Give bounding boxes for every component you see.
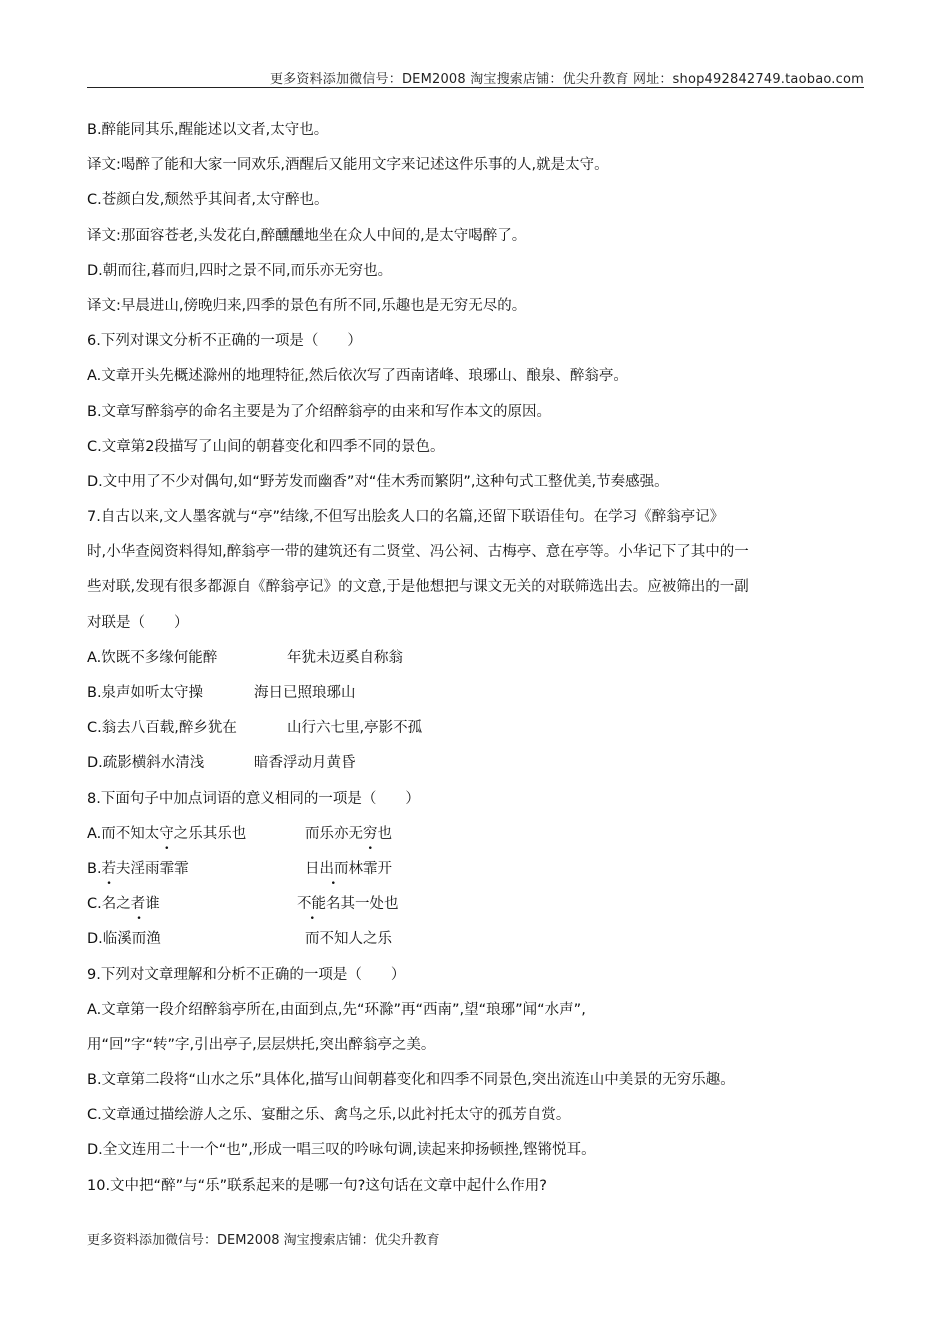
text: 不知人之乐 [319,931,392,948]
option-line [87,434,864,469]
page-header: 更多资料添加微信号：DEM2008 淘宝搜索店铺：优尖升教育 网址：shop492842749.taobao.com [269,72,864,87]
text: 开 [377,860,392,877]
text: 其一处也 [340,896,399,913]
option-line [87,469,864,504]
option-line-cont [87,1032,864,1067]
emphasis-word: 而 [131,931,147,948]
text: 时,小华查阅资料得知,醉翁亭一带的建筑还有二贤堂、冯公祠、古梅亭、意在亭等。小华记下了其中的一 [87,544,749,561]
text: B.文章写醉翁亭的命名主要是为了介绍醉翁亭的由来和写作本文的原因。 [87,403,552,420]
question-7-cont [87,610,864,645]
text: C. [87,896,102,913]
text: 霏 [174,860,189,877]
option-line [87,363,864,398]
sentence-b [305,861,392,877]
question-7-cont [87,539,864,574]
text: D.朝而往,暮而归,四时之景不同,而乐亦无穷也。 [87,262,393,279]
text: B.文章第二段将“山水之乐”具体化,描写山间朝暮变化和四季不同景色,突出流连山中美景的无穷乐趣。 [87,1072,735,1089]
question-9 [87,962,864,997]
emphasis-word: 名 [101,896,117,913]
text: 7.自古以来,文人墨客就与“亭”结缘,不但写出脍炙人口的名篇,还留下联语佳句。在学习《醉翁亭记》 [87,509,725,526]
option-line [87,399,864,434]
text: 之者谁 [116,896,160,913]
emphasis-word: 而 [305,931,320,948]
word-pair-option [87,926,864,961]
text: B.醉能同其乐,醒能述以文者,太守也。 [87,122,329,138]
translation-line [87,293,864,328]
translation-line [87,223,864,258]
couplet-lower: 年犹未迈奚自称翁 [287,649,403,666]
couplet-option [87,645,864,680]
text: B.若夫淫雨 [87,860,160,877]
text: D.全文连用二十一个“也”,形成一唱三叹的吟咏句调,读起来抑扬顿挫,铿锵悦耳。 [87,1142,596,1159]
question-7-cont [87,574,864,609]
couplet-lower: 海日已照琅琊山 [254,685,356,701]
text: 10.文中把“醉”与“乐”联系起来的是哪一句?这句话在文章中起什么作用? [87,1177,547,1194]
text: 些对联,发现有很多都源自《醉翁亭记》的文意,于是他想把与课文无关的对联筛选出去。应被筛出的一副 [87,579,749,596]
text: 9.下列对文章理解和分析不正确的一项是（ ） [87,966,406,983]
word-pair-option [87,821,864,856]
text: A.文章开头先概述滁州的地理特征,然后依次写了西南诸峰、琅琊山、酿泉、醉翁亭。 [87,368,628,385]
question-7 [87,504,864,539]
couplet-option [87,715,864,750]
option-line [87,258,864,293]
couplet-upper: B.泉声如听太守操 [87,685,204,701]
sentence-a [87,926,305,952]
text: 译文:那面容苍老,头发花白,醉醺醺地坐在众人中间的,是太守喝醉了。 [87,227,527,244]
text: 渔 [146,931,161,948]
header-divider [87,87,864,88]
text: C.文章第2段描写了山间的朝暮变化和四季不同的景色。 [87,438,445,455]
sentence-b [305,931,392,947]
sentence-b [297,896,399,912]
text: C.苍颜白发,颓然乎其间者,太守醉也。 [87,192,329,209]
text: C.文章通过描绘游人之乐、宴酣之乐、禽鸟之乐,以此衬托太守的孤芳自赏。 [87,1107,571,1124]
text: 6.下列对课文分析不正确的一项是（ ） [87,333,362,350]
text: D.文中用了不少对偶句,如“野芳发而幽香”对“佳木秀而繁阴”,这种句式工整优美,节奏感强。 [87,473,669,490]
translation-line [87,152,864,187]
text: 对联是（ ） [87,614,189,631]
option-line [87,187,864,222]
option-line [87,117,864,152]
text: A.文章第一段介绍醉翁亭所在,由面到点,先“环滁”再“西南”,望“琅琊”闻“水声”, [87,1001,586,1018]
couplet-upper: D.疏影横斜水清浅 [87,755,205,772]
sentence-b: 而乐亦无穷也 [305,825,392,842]
page-footer: 更多资料添加微信号：DEM2008 淘宝搜索店铺：优尖升教育 [87,1233,440,1248]
option-line [87,997,864,1032]
couplet-lower: 山行六七里,亭影不孤 [287,720,423,737]
text: D.临溪 [87,931,132,948]
word-pair-option [87,891,864,926]
question-6 [87,328,864,363]
couplet-lower: 暗香浮动月黄昏 [254,755,356,772]
text: 不能 [297,896,326,913]
couplet-option [87,750,864,785]
option-line [87,1067,864,1102]
emphasis-word: 霏 [363,860,378,877]
option-line [87,1102,864,1137]
text: 8.下面句子中加点词语的意义相同的一项是（ ） [87,790,420,807]
question-8 [87,786,864,821]
option-line [87,1137,864,1172]
page-body [87,117,864,1208]
emphasis-word: 名 [326,896,341,913]
text: 译文:早晨进山,傍晚归来,四季的景色有所不同,乐趣也是无穷无尽的。 [87,297,527,314]
couplet-upper: A.饮既不多缘何能醉 [87,649,218,666]
text: 日出而林 [305,860,363,877]
sentence-a [87,856,305,882]
text: 译文:喝醉了能和大家一同欢乐,酒醒后又能用文字来记述这件乐事的人,就是太守。 [87,157,609,174]
sentence-a: A.而不知太守之乐其乐也 [87,825,247,842]
text: 用“回”字“转”字,引出亭子,层层烘托,突出醉翁亭之美。 [87,1036,436,1053]
sentence-a [87,891,297,917]
couplet-upper: C.翁去八百载,醉乡犹在 [87,720,237,737]
word-pair-option [87,856,864,891]
question-10 [87,1173,864,1208]
couplet-option [87,680,864,715]
emphasis-word: 霏 [159,860,175,877]
